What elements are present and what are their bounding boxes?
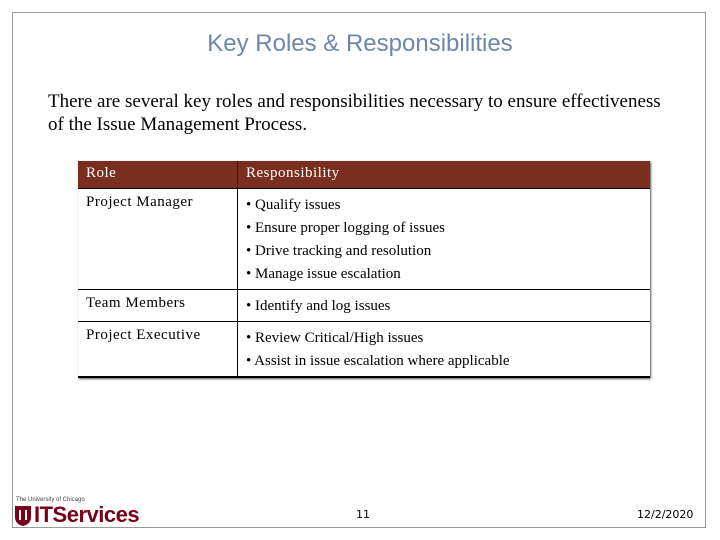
responsibility-item: • Assist in issue escalation where applicable xyxy=(246,353,510,369)
responsibility-item: • Drive tracking and resolution xyxy=(246,243,432,259)
table-row xyxy=(78,290,650,322)
logo-text: ITServices xyxy=(34,502,140,527)
slide-title: Key Roles & Responsibilities xyxy=(207,30,513,57)
role-cell: Team Members xyxy=(78,290,238,322)
roles-table xyxy=(78,161,650,378)
responsibility-item: • Identify and log issues xyxy=(246,298,391,314)
responsibility-cell xyxy=(238,290,651,322)
table-header-row xyxy=(78,161,650,189)
responsibility-item: • Ensure proper logging of issues xyxy=(246,220,445,236)
responsibility-item: • Manage issue escalation xyxy=(246,266,401,282)
shield-icon xyxy=(14,505,32,527)
responsibility-cell xyxy=(238,322,651,378)
logo-university-text: The University of Chicago xyxy=(16,497,85,503)
responsibility-cell xyxy=(238,189,651,290)
itservices-logo xyxy=(14,497,174,529)
slide-date: 12/2/2020 xyxy=(637,508,694,521)
intro-text: There are several key roles and responsibilities necessary to ensure effectiveness of the Issue Management Process. xyxy=(48,91,661,135)
table-row xyxy=(78,189,650,290)
responsibility-item: • Review Critical/High issues xyxy=(246,330,424,346)
table-row xyxy=(78,322,650,378)
role-cell: Project Manager xyxy=(78,189,238,290)
header-responsibility: Responsibility xyxy=(238,161,651,189)
page-number: 11 xyxy=(356,508,370,521)
role-cell: Project Executive xyxy=(78,322,238,378)
header-role: Role xyxy=(78,161,238,189)
responsibility-item: • Qualify issues xyxy=(246,197,341,213)
